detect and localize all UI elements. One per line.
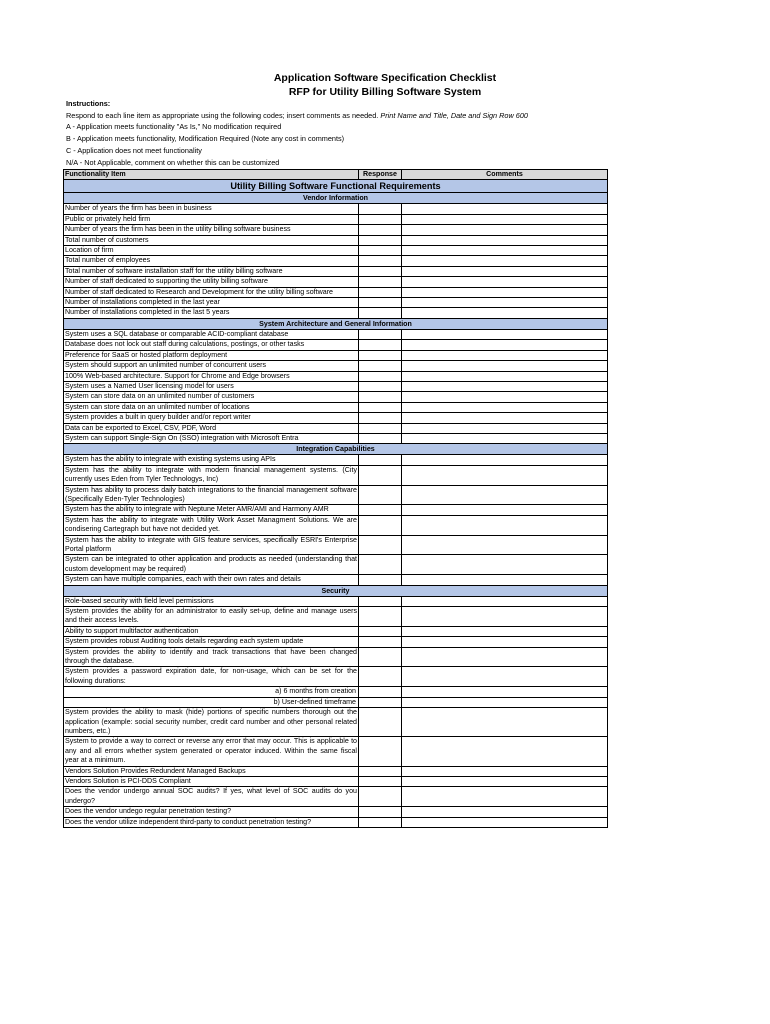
functionality-item: 100% Web-based architecture. Support for Chrome and Edge browsers — [64, 371, 359, 381]
functionality-item: System has the ability to integrate with modern financial management systems. (City currently uses Eden from Tyler Technologys, Inc) — [65, 465, 357, 484]
functionality-item: System provides robust Auditing tools details regarding each system update — [64, 637, 359, 647]
comments-cell[interactable] — [402, 575, 608, 585]
table-row — [64, 596, 608, 606]
table-row — [64, 214, 608, 224]
functionality-item: Number of installations completed in the last 5 years — [64, 308, 359, 318]
functionality-item: b) User-defined timeframe — [64, 697, 359, 707]
table-row — [64, 737, 608, 766]
response-cell[interactable] — [359, 807, 402, 817]
functionality-item: System uses a SQL database or comparable ACID-compliant database — [64, 329, 359, 339]
comments-cell[interactable] — [402, 392, 608, 402]
comments-cell[interactable] — [402, 225, 608, 235]
comments-cell[interactable] — [402, 277, 608, 287]
comments-cell[interactable] — [402, 381, 608, 391]
response-cell[interactable] — [359, 423, 402, 433]
section-title: Vendor Information — [64, 193, 608, 204]
comments-cell[interactable] — [402, 266, 608, 276]
response-cell[interactable] — [359, 361, 402, 371]
functionality-item: System uses a Named User licensing model for users — [64, 381, 359, 391]
table-row — [64, 266, 608, 276]
functionality-item: Total number of employees — [64, 256, 359, 266]
table-row — [64, 787, 608, 807]
functionality-item: System can have multiple companies, each with their own rates and details — [64, 575, 359, 585]
document-title: Application Software Specification Checklist — [273, 72, 497, 84]
comments-cell[interactable] — [402, 787, 608, 807]
functionality-item: System has the ability to integrate with Neptune Meter AMR/AMI and Harmony AMR — [64, 505, 359, 515]
comments-cell[interactable] — [402, 807, 608, 817]
instructions-block — [66, 98, 528, 168]
response-cell[interactable] — [359, 555, 402, 575]
functionality-item: System can store data on an unlimited number of customers — [64, 392, 359, 402]
functionality-item: System provides the ability to identify and track transactions that have been changed through the database. — [65, 647, 357, 666]
comments-cell[interactable] — [402, 535, 608, 555]
response-cell[interactable] — [359, 350, 402, 360]
functionality-item: Does the vendor undego regular penetration testing? — [64, 807, 359, 817]
functionality-item: Role-based security with field level permissions — [64, 596, 359, 606]
table-row — [64, 361, 608, 371]
response-cell[interactable] — [359, 402, 402, 412]
functionality-item: Number of installations completed in the last year — [64, 298, 359, 308]
comments-cell[interactable] — [402, 256, 608, 266]
section-row — [64, 585, 608, 596]
response-cell[interactable] — [359, 697, 402, 707]
response-cell[interactable] — [359, 607, 402, 627]
comments-cell[interactable] — [402, 607, 608, 627]
section-title: Integration Capabilities — [64, 444, 608, 455]
checklist-table — [63, 169, 608, 828]
response-cell[interactable] — [359, 433, 402, 443]
table-row — [64, 340, 608, 350]
response-cell[interactable] — [359, 204, 402, 214]
table-row — [64, 697, 608, 707]
comments-cell[interactable] — [402, 204, 608, 214]
header-response: Response — [359, 170, 402, 180]
comments-cell[interactable] — [402, 737, 608, 766]
table-row — [64, 687, 608, 697]
code-na: N/A - Not Applicable, comment on whether this can be customized — [66, 157, 280, 167]
response-cell[interactable] — [359, 235, 402, 245]
response-cell[interactable] — [359, 329, 402, 339]
functionality-item: Ability to support multifactor authentication — [64, 626, 359, 636]
response-cell[interactable] — [359, 277, 402, 287]
response-cell[interactable] — [359, 637, 402, 647]
functionality-item: a) 6 months from creation — [64, 687, 359, 697]
functionality-item: Total number of software installation staff for the utility billing software — [64, 266, 359, 276]
table-row — [64, 381, 608, 391]
comments-cell[interactable] — [402, 485, 608, 505]
table-row — [64, 402, 608, 412]
table-row — [64, 433, 608, 443]
document-subtitle: RFP for Utility Billing Software System — [288, 86, 482, 98]
response-cell[interactable] — [359, 225, 402, 235]
comments-cell[interactable] — [402, 361, 608, 371]
response-cell[interactable] — [359, 485, 402, 505]
response-cell[interactable] — [359, 246, 402, 256]
comments-cell[interactable] — [402, 298, 608, 308]
comments-cell[interactable] — [402, 687, 608, 697]
table-row — [64, 413, 608, 423]
functionality-item: Preference for SaaS or hosted platform deployment — [64, 350, 359, 360]
functionality-item: Number of staff dedicated to supporting the utility billing software — [64, 277, 359, 287]
comments-cell[interactable] — [402, 340, 608, 350]
response-cell[interactable] — [359, 505, 402, 515]
functionality-item: System provides the ability for an administrator to easily set-up, define and manage users and their access levels. — [65, 607, 357, 625]
response-cell[interactable] — [359, 381, 402, 391]
code-a: A - Application meets functionality "As Is," No modification required — [66, 122, 282, 132]
table-row — [64, 647, 608, 667]
table-row — [64, 329, 608, 339]
comments-cell[interactable] — [402, 235, 608, 245]
response-cell[interactable] — [359, 413, 402, 423]
table-row — [64, 515, 608, 535]
functionality-item: Does the vendor utilize independent third-party to conduct penetration testing? — [64, 817, 359, 827]
section-title: System Architecture and General Information — [64, 318, 608, 329]
comments-cell[interactable] — [402, 246, 608, 256]
table-row — [64, 817, 608, 827]
response-cell[interactable] — [359, 392, 402, 402]
instructions-line — [66, 110, 528, 122]
comments-cell[interactable] — [402, 465, 608, 485]
response-cell[interactable] — [359, 708, 402, 737]
table-row — [64, 637, 608, 647]
main-heading: Utility Billing Software Functional Requirements — [64, 180, 608, 193]
response-cell[interactable] — [359, 298, 402, 308]
table-row — [64, 204, 608, 214]
comments-cell[interactable] — [402, 433, 608, 443]
functionality-item: System has the ability to integrate with Utility Work Asset Managment Solutions. We are condisering Cartegraph but have not decided yet. — [65, 515, 357, 534]
header-functionality-item: Functionality Item — [64, 170, 359, 180]
response-cell[interactable] — [359, 287, 402, 297]
comments-cell[interactable] — [402, 308, 608, 318]
functionality-item: Total number of customers — [64, 235, 359, 245]
table-row — [64, 287, 608, 297]
table-row — [64, 277, 608, 287]
functionality-item: System can store data on an unlimited number of locations — [64, 402, 359, 412]
table-row — [64, 246, 608, 256]
response-cell[interactable] — [359, 535, 402, 555]
functionality-item: Does the vendor undergo annual SOC audits? If yes, what level of SOC audits do you undergo? — [65, 787, 357, 805]
comments-cell[interactable] — [402, 214, 608, 224]
response-cell[interactable] — [359, 371, 402, 381]
main-heading-row — [64, 180, 608, 193]
comments-cell[interactable] — [402, 776, 608, 786]
header-comments: Comments — [402, 170, 608, 180]
instructions-text: Respond to each line item as appropriate using the following codes; insert comments as needed. — [66, 110, 379, 120]
comments-cell[interactable] — [402, 667, 608, 687]
comments-cell[interactable] — [402, 596, 608, 606]
functionality-item: Location of firm — [64, 246, 359, 256]
functionality-item: Number of staff dedicated to Research and Development for the utility billing software — [64, 287, 359, 297]
response-cell[interactable] — [359, 737, 402, 766]
table-row — [64, 708, 608, 737]
table-row — [64, 607, 608, 627]
table-row — [64, 423, 608, 433]
functionality-item: System should support an unlimited number of concurrent users — [64, 361, 359, 371]
comments-cell[interactable] — [402, 515, 608, 535]
functionality-item: System can be integrated to other application and products as needed (understanding that custom development may be required) — [65, 555, 357, 573]
comments-cell[interactable] — [402, 455, 608, 465]
functionality-item: System has the ability to integrate with existing systems using APIs — [64, 455, 359, 465]
table-row — [64, 505, 608, 515]
functionality-item: Vendors Solution is PCI-DDS Compliant — [64, 776, 359, 786]
response-cell[interactable] — [359, 340, 402, 350]
code-b: B - Application meets functionality, Modification Required (Note any cost in comments) — [66, 134, 345, 144]
code-c: C - Application does not meet functionality — [66, 145, 202, 155]
section-row — [64, 444, 608, 455]
response-cell[interactable] — [359, 687, 402, 697]
table-row — [64, 350, 608, 360]
table-row — [64, 455, 608, 465]
instructions-heading: Instructions: — [66, 99, 111, 108]
section-row — [64, 318, 608, 329]
functionality-item: System provides a built in query builder and/or report writer — [64, 413, 359, 423]
comments-cell[interactable] — [402, 637, 608, 647]
functionality-item: Vendors Solution Provides Redundent Managed Backups — [64, 766, 359, 776]
table-row — [64, 256, 608, 266]
response-cell[interactable] — [359, 575, 402, 585]
functionality-item: Data can be exported to Excel, CSV, PDF, Word — [64, 423, 359, 433]
table-row — [64, 555, 608, 575]
table-row — [64, 575, 608, 585]
functionality-item: System has ability to process daily batch integrations to the financial management software (Specifically Eden-Tyler Technologies) — [65, 485, 357, 503]
table-header-row — [64, 170, 608, 180]
table-row — [64, 371, 608, 381]
functionality-item: System to provide a way to correct or reverse any error that may occur. This is applicable to any and all errors whether system generated or operator induced. Within the same fiscal year at a minimum. — [65, 737, 357, 765]
functionality-item: System has the ability to integrate with GIS feature services, specifically ESRI's Enterprise Portal platform — [65, 535, 357, 553]
response-cell[interactable] — [359, 787, 402, 807]
functionality-item: Number of years the firm has been in business — [64, 204, 359, 214]
response-cell[interactable] — [359, 455, 402, 465]
comments-cell[interactable] — [402, 647, 608, 667]
comments-cell[interactable] — [402, 626, 608, 636]
comments-cell[interactable] — [402, 350, 608, 360]
table-row — [64, 298, 608, 308]
functionality-item: Database does not lock out staff during calculations, postings, or other tasks — [64, 340, 359, 350]
table-row — [64, 776, 608, 786]
response-cell[interactable] — [359, 256, 402, 266]
table-row — [64, 235, 608, 245]
response-cell[interactable] — [359, 596, 402, 606]
response-cell[interactable] — [359, 465, 402, 485]
response-cell[interactable] — [359, 667, 402, 687]
instructions-italic: Print Name and Title, Date and Sign Row 600 — [380, 110, 528, 120]
comments-cell[interactable] — [402, 505, 608, 515]
response-cell[interactable] — [359, 647, 402, 667]
table-row — [64, 225, 608, 235]
table-row — [64, 392, 608, 402]
comments-cell[interactable] — [402, 766, 608, 776]
response-cell[interactable] — [359, 626, 402, 636]
functionality-item: Number of years the firm has been in the utility billing software business — [64, 225, 359, 235]
response-cell[interactable] — [359, 266, 402, 276]
functionality-item: System provides a password expiration date, for non-usage, which can be set for the following durations: — [65, 667, 357, 685]
response-cell[interactable] — [359, 776, 402, 786]
comments-cell[interactable] — [402, 413, 608, 423]
section-title: Security — [64, 585, 608, 596]
response-cell[interactable] — [359, 308, 402, 318]
table-row — [64, 626, 608, 636]
response-cell[interactable] — [359, 515, 402, 535]
section-row — [64, 193, 608, 204]
comments-cell[interactable] — [402, 697, 608, 707]
response-cell[interactable] — [359, 817, 402, 827]
comments-cell[interactable] — [402, 402, 608, 412]
comments-cell[interactable] — [402, 371, 608, 381]
comments-cell[interactable] — [402, 708, 608, 737]
comments-cell[interactable] — [402, 555, 608, 575]
table-row — [64, 766, 608, 776]
comments-cell[interactable] — [402, 423, 608, 433]
comments-cell[interactable] — [402, 329, 608, 339]
comments-cell[interactable] — [402, 287, 608, 297]
response-cell[interactable] — [359, 766, 402, 776]
table-row — [64, 807, 608, 817]
table-row — [64, 535, 608, 555]
functionality-item: System can support Single-Sign On (SSO) integration with Microsoft Entra — [64, 433, 359, 443]
table-row — [64, 465, 608, 485]
table-row — [64, 667, 608, 687]
table-row — [64, 308, 608, 318]
table-row — [64, 485, 608, 505]
comments-cell[interactable] — [402, 817, 608, 827]
functionality-item: System provides the ability to mask (hide) portions of specific numbers thorough out the application (example: social security number, credit card number and other personal related numbers, etc.) — [65, 708, 357, 735]
functionality-item: Public or privately held firm — [64, 214, 359, 224]
response-cell[interactable] — [359, 214, 402, 224]
